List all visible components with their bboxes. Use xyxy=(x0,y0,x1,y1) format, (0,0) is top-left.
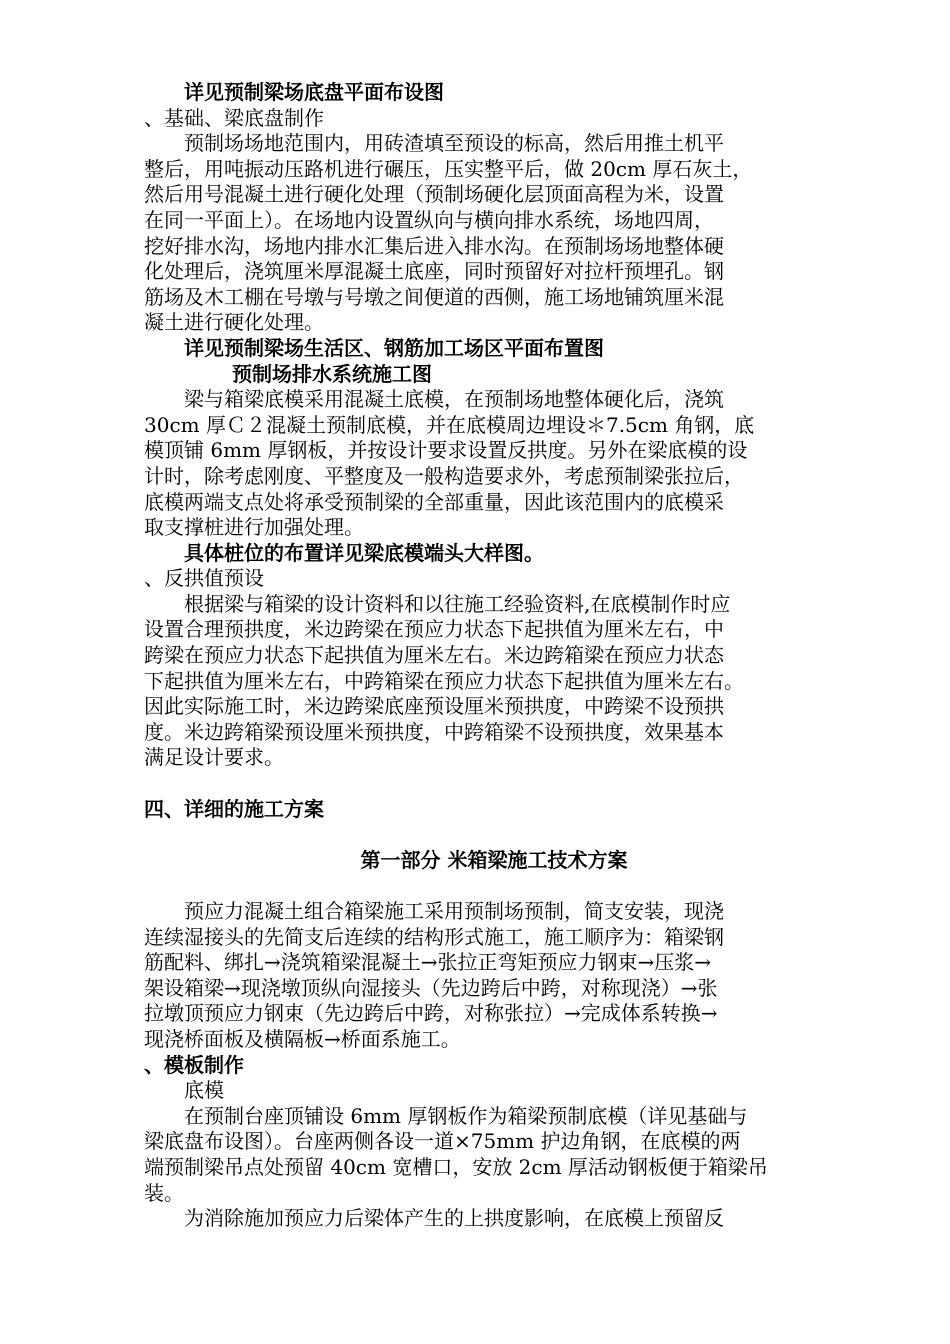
subsection-heading-bottom-form: 底模 xyxy=(184,1078,224,1103)
paragraph-line: 装。 xyxy=(144,1180,184,1205)
paragraph-line: 度。米边跨箱梁预设厘米预拱度，中跨箱梁不设预拱度，效果基本 xyxy=(144,719,724,744)
paragraph-line: 凝土进行硬化处理。 xyxy=(144,310,324,335)
paragraph-line: 筋配料、绑扎→浇筑箱梁混凝土→张拉正弯矩预应力钢束→压浆→ xyxy=(144,950,712,975)
paragraph-line: 拉墩顶预应力钢束（先边跨后中跨，对称张拉）→完成体系转换→ xyxy=(144,1001,718,1026)
paragraph-line: 现浇桥面板及横隔板→桥面系施工。 xyxy=(144,1026,461,1051)
paragraph-line: 挖好排水沟，场地内排水汇集后进入排水沟。在预制场场地整体硬 xyxy=(144,233,724,258)
section-heading-foundation: 、基础、梁底盘制作 xyxy=(144,105,324,130)
paragraph-line: 在同一平面上）。在场地内设置纵向与横向排水系统，场地四周， xyxy=(144,207,714,232)
paragraph-line: 梁底盘布设图）。台座两侧各设一道×75mm 护边角钢，在底模的两 xyxy=(144,1129,741,1154)
paragraph-line: 架设箱梁→现浇墩顶纵向湿接头（先边跨后中跨，对称现浇）→张 xyxy=(144,975,718,1000)
paragraph-line: 为消除施加预应力后梁体产生的上拱度影响，在底模上预留反 xyxy=(184,1206,724,1231)
document-page xyxy=(144,80,824,1232)
paragraph-line: 筋场及木工棚在号墩与号墩之间便道的西侧，施工场地铺筑厘米混 xyxy=(144,284,724,309)
caption-pile-position: 具体桩位的布置详见梁底模端头大样图。 xyxy=(184,540,544,565)
section-heading-camber: 、反拱值预设 xyxy=(144,566,264,591)
paragraph-line: 连续湿接头的先简支后连续的结构形式施工，施工顺序为：箱梁钢 xyxy=(144,924,724,949)
paragraph-line: 因此实际施工时，米边跨梁底座预设厘米预拱度，中跨梁不设预拱 xyxy=(144,694,724,719)
section-heading-formwork: 、模板制作 xyxy=(144,1052,244,1077)
paragraph-line: 整后，用吨振动压路机进行碾压，压实整平后，做 20cm 厚石灰土， xyxy=(144,156,753,181)
paragraph-line: 端预制梁吊点处预留 40cm 宽槽口，安放 2cm 厚活动钢板便于箱梁吊 xyxy=(144,1154,768,1179)
paragraph-line: 预制场场地范围内，用砖渣填至预设的标高，然后用推土机平 xyxy=(184,131,724,156)
paragraph-line: 在预制台座顶铺设 6mm 厚钢板作为箱梁预制底模（详见基础与 xyxy=(184,1103,748,1128)
paragraph-line: 取支撑桩进行加强处理。 xyxy=(144,515,364,540)
paragraph-line: 然后用号混凝土进行硬化处理（预制场硬化层顶面高程为米，设置 xyxy=(144,182,724,207)
paragraph-line: 计时，除考虑刚度、平整度及一般构造要求外，考虑预制梁张拉后， xyxy=(144,463,744,488)
paragraph-line: 预应力混凝土组合箱梁施工采用预制场预制，简支安装，现浇 xyxy=(184,899,724,923)
paragraph-line: 化处理后，浇筑厘米厚混凝土底座，同时预留好对拉杆预埋孔。钢 xyxy=(144,259,724,284)
caption-drainage-system: 预制场排水系统施工图 xyxy=(232,361,432,386)
part-title: 第一部分 米箱梁施工技术方案 xyxy=(360,847,628,872)
paragraph-line: 根据梁与箱梁的设计资料和以往施工经验资料,在底模制作时应 xyxy=(184,591,731,616)
caption-living-area-layout: 详见预制梁场生活区、钢筋加工场区平面布置图 xyxy=(184,335,604,360)
blank-line xyxy=(144,873,824,899)
blank-line xyxy=(144,822,824,848)
paragraph-line: 梁与箱梁底模采用混凝土底模，在预制场地整体硬化后，浇筑 xyxy=(184,387,724,412)
chapter-heading: 四、详细的施工方案 xyxy=(144,796,324,821)
paragraph-line: 底模两端支点处将承受预制梁的全部重量，因此该范围内的底模采 xyxy=(144,489,724,514)
paragraph-line: 满足设计要求。 xyxy=(144,745,284,770)
blank-line xyxy=(144,771,824,797)
paragraph-line: 模顶铺 6mm 厚钢板，并按设计要求设置反拱度。另外在梁底模的设 xyxy=(144,438,748,463)
paragraph-line: 设置合理预拱度，米边跨梁在预应力状态下起拱值为厘米左右，中 xyxy=(144,617,724,642)
paragraph-line: 30cm 厚Ｃ２混凝土预制底模，并在底模周边埋设＊7.5cm 角钢，底 xyxy=(144,412,755,437)
paragraph-line: 下起拱值为厘米左右，中跨箱梁在预应力状态下起拱值为厘米左右。 xyxy=(144,668,744,693)
caption-base-layout: 详见预制梁场底盘平面布设图 xyxy=(184,80,444,104)
paragraph-line: 跨梁在预应力状态下起拱值为厘米左右。米边跨箱梁在预应力状态 xyxy=(144,643,724,668)
